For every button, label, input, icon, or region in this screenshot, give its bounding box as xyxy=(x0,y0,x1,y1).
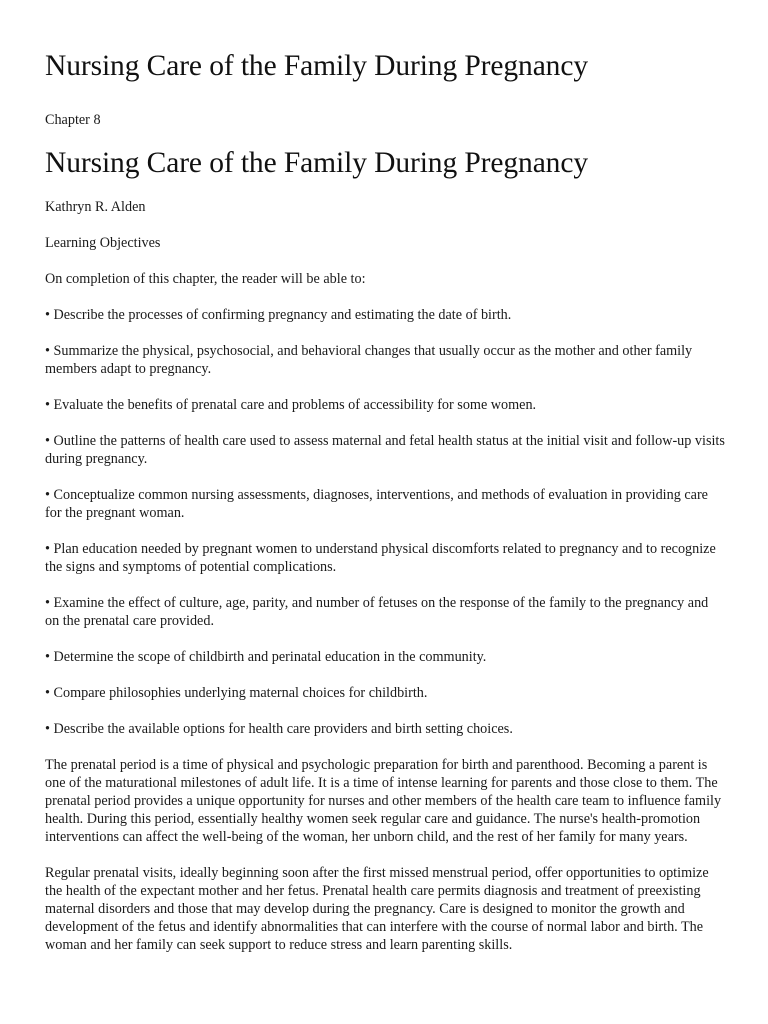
body-paragraph: The prenatal period is a time of physical and psychologic preparation for birth and parenthood. Becoming a parent is one of the maturational milestones of adult life. It is a time of intense learning for parents and those close to them. The prenatal period provides a unique opportunity for nurses and other members of the health care team to influence family health. During this period, essentially healthy women seek regular care and guidance. The nurse's health-promotion interventions can affect the well-being of the woman, her unborn child, and the rest of her family for many years. xyxy=(45,757,722,845)
objective-item: • Evaluate the benefits of prenatal care and problems of accessibility for some women. xyxy=(45,397,537,413)
objective-item: • Compare philosophies underlying maternal choices for childbirth. xyxy=(45,685,428,701)
objective-item: • Outline the patterns of health care used to assess maternal and fetal health status at the initial visit and follow-up visits during pregnancy. xyxy=(45,433,725,467)
chapter-label: Chapter 8 xyxy=(45,112,101,128)
objective-item: • Describe the processes of confirming pregnancy and estimating the date of birth. xyxy=(45,307,512,323)
document-title: Nursing Care of the Family During Pregnancy xyxy=(45,50,588,82)
chapter-title: Nursing Care of the Family During Pregnancy xyxy=(45,147,588,179)
body-paragraph: Regular prenatal visits, ideally beginning soon after the first missed menstrual period, offer opportunities to optimize the health of the expectant mother and her fetus. Prenatal health care permits diagnosis and treatment of preexisting maternal disorders and those that may develop during the pregnancy. Care is designed to monitor the growth and development of the fetus and identify abnormalities that can interfere with the course of normal labor and birth. The woman and her family can seek support to reduce stress and learn parenting skills. xyxy=(45,865,709,953)
author-name: Kathryn R. Alden xyxy=(45,199,146,215)
objective-item: • Describe the available options for health care providers and birth setting choices. xyxy=(45,721,513,737)
objective-item: • Conceptualize common nursing assessments, diagnoses, interventions, and methods of evaluation in providing care for the pregnant woman. xyxy=(45,487,708,521)
objective-item: • Plan education needed by pregnant women to understand physical discomforts related to pregnancy and to recognize the signs and symptoms of potential complications. xyxy=(45,541,716,575)
objectives-intro: On completion of this chapter, the reader will be able to: xyxy=(45,271,366,287)
objective-item: • Determine the scope of childbirth and perinatal education in the community. xyxy=(45,649,487,665)
objective-item: • Summarize the physical, psychosocial, and behavioral changes that usually occur as the mother and other family members adapt to pregnancy. xyxy=(45,343,693,377)
objective-item: • Examine the effect of culture, age, parity, and number of fetuses on the response of the family to the pregnancy and on the prenatal care provided. xyxy=(45,595,709,629)
objectives-heading: Learning Objectives xyxy=(45,235,161,251)
document-page xyxy=(45,48,725,972)
